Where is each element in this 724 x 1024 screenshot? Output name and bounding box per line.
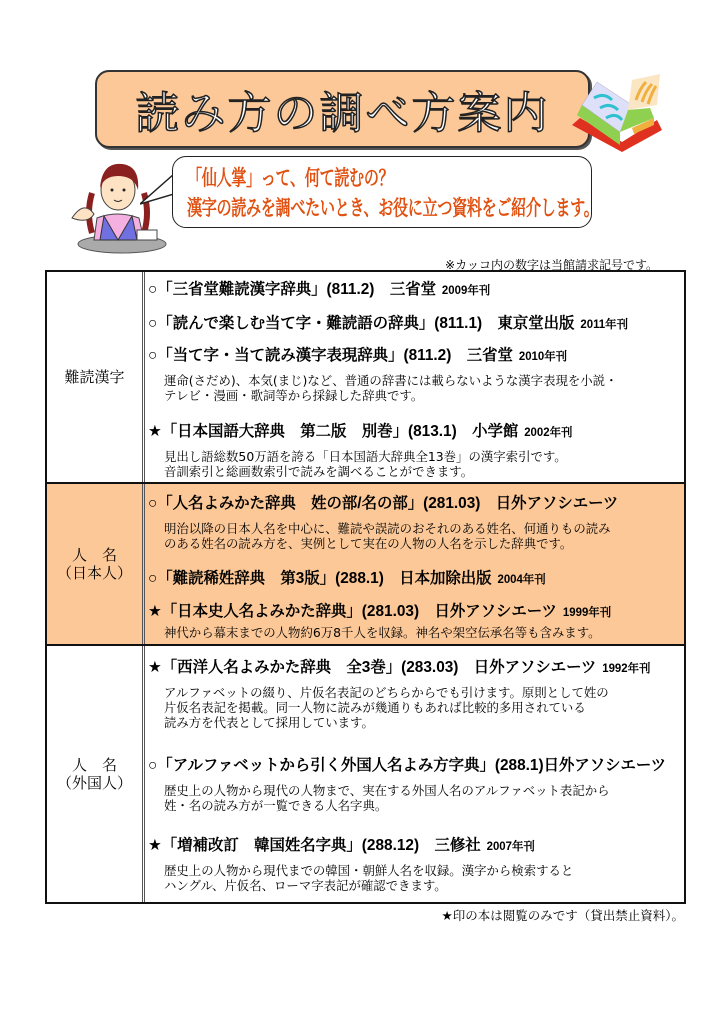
book-title: 「当て字・当て読み漢字表現辞典」(811.2) 三省堂 bbox=[157, 347, 513, 364]
section-label bbox=[47, 272, 145, 482]
publication-year: 2007年刊 bbox=[486, 841, 535, 853]
section-label bbox=[47, 646, 145, 902]
book-title: 「日本史人名よみかた辞典」(281.03) 日外アソシエーツ bbox=[161, 603, 557, 620]
section-foreign-names bbox=[47, 646, 684, 902]
description-line: 歴史上の人物から現代の人物まで、実在する外国人名のアルファベット表記から bbox=[164, 783, 610, 798]
book-title: 「三省堂難読漢字辞典」(811.2) 三省堂 bbox=[157, 281, 436, 298]
publication-year: 2011年刊 bbox=[580, 319, 628, 331]
book-description bbox=[164, 521, 680, 551]
open-book-icon bbox=[562, 70, 672, 155]
circle-mark-icon: ○ bbox=[148, 495, 158, 512]
description-line: 運命(さだめ)、本気(まじ)など、普通の辞書には載らないような漢字表現を小説・ bbox=[164, 373, 618, 388]
description-line: 音訓索引と総画数索引で読みを調べることができます。 bbox=[164, 464, 474, 479]
book-entry bbox=[148, 836, 684, 893]
star-mark-icon: ★ bbox=[148, 837, 162, 854]
circle-mark-icon: ○ bbox=[148, 757, 158, 774]
section-label-text: 人 名 bbox=[71, 546, 117, 564]
book-entry bbox=[148, 422, 684, 479]
section-label-subtext: （外国人） bbox=[56, 774, 132, 792]
book-entry bbox=[148, 314, 684, 335]
publication-year: 2002年刊 bbox=[524, 427, 573, 439]
reference-table bbox=[45, 270, 686, 904]
description-line: ハングル、片仮名、ローマ字表記が確認できます。 bbox=[164, 878, 447, 893]
publication-year: 2004年刊 bbox=[497, 574, 546, 586]
description-line: のある姓名の読み方を、実例として実在の人物の人名を示した辞典です。 bbox=[164, 536, 573, 551]
section-label-text: 人 名 bbox=[71, 756, 117, 774]
speech-bubble-intro: 漢字の読みを調べたいとき、お役に立つ資料をご紹介します。 bbox=[187, 196, 599, 220]
book-entry bbox=[148, 346, 684, 403]
book-title: 「読んで楽しむ当て字・難読語の辞典」(811.1) 東京堂出版 bbox=[157, 315, 575, 332]
description-line: アルファベットの綴り、片仮名表記のどちらからでも引けます。原則として姓の bbox=[164, 685, 609, 700]
speech-bubble-question: 「仙人掌」って、何て読むの？ bbox=[187, 166, 394, 190]
description-line: 神代から幕末までの人物約6万8千人を収録。神名や架空伝承名等も含みます。 bbox=[164, 625, 601, 640]
book-entry bbox=[148, 280, 684, 301]
book-title: 「日本国語大辞典 第二版 別巻」(813.1) 小学館 bbox=[161, 423, 519, 440]
book-title: 「難読稀姓辞典 第3版」(288.1) 日本加除出版 bbox=[157, 570, 492, 587]
book-entry bbox=[148, 756, 684, 813]
reference-only-note: ★印の本は閲覧のみです（貸出禁止資料）。 bbox=[441, 908, 684, 923]
description-line: 歴史上の人物から現代までの韓国・朝鮮人名を収録。漢字から検索すると bbox=[164, 863, 574, 878]
section-label-subtext: （日本人） bbox=[56, 564, 132, 582]
star-mark-icon: ★ bbox=[148, 659, 162, 676]
circle-mark-icon: ○ bbox=[148, 347, 158, 364]
star-mark-icon: ★ bbox=[148, 423, 162, 440]
book-title: 「アルファベットから引く外国人名よみ方字典」(288.1)日外アソシエーツ bbox=[157, 757, 667, 774]
call-number-note: ※カッコ内の数字は当館請求記号です。 bbox=[445, 258, 658, 272]
description-line: テレビ・漫画・歌詞等から採録した辞典です。 bbox=[164, 388, 424, 403]
publication-year: 1999年刊 bbox=[562, 607, 612, 619]
description-line: 姓・名の読み方が一覧できる人名字典。 bbox=[164, 798, 388, 813]
book-description bbox=[164, 685, 680, 730]
description-line: 片仮名表記を掲載。同一人物に読みが幾通りもあれば比較的多用されている bbox=[164, 700, 586, 715]
publication-year: 2010年刊 bbox=[518, 351, 568, 363]
book-entry bbox=[148, 658, 684, 730]
book-description bbox=[164, 783, 680, 813]
publication-year: 1992年刊 bbox=[602, 663, 651, 675]
book-title: 「西洋人名よみかた辞典 全3巻」(283.03) 日外アソシエーツ bbox=[161, 659, 597, 676]
page-title-banner bbox=[95, 70, 590, 148]
circle-mark-icon: ○ bbox=[148, 570, 158, 587]
book-entry bbox=[148, 569, 684, 590]
section-label-text: 難読漢字 bbox=[64, 368, 125, 386]
circle-mark-icon: ○ bbox=[148, 281, 158, 298]
speech-bubble bbox=[172, 156, 599, 228]
book-entry bbox=[148, 494, 684, 551]
description-line: 明治以降の日本人名を中心に、難読や誤読のおそれのある姓名、何通りもの読み bbox=[164, 521, 611, 536]
book-description bbox=[164, 449, 680, 479]
section-difficult-kanji bbox=[47, 272, 684, 484]
book-description bbox=[164, 625, 680, 640]
book-title: 「増補改訂 韓国姓名字典」(288.12) 三修社 bbox=[161, 837, 481, 854]
section-japanese-names bbox=[47, 484, 684, 646]
book-title: 「人名よみかた辞典 姓の部/名の部」(281.03) 日外アソシエーツ bbox=[157, 495, 619, 512]
page-title: 読み方の調べ方案内 bbox=[135, 88, 550, 139]
description-line: 読み方を代表として採用しています。 bbox=[164, 715, 374, 730]
star-mark-icon: ★ bbox=[148, 603, 162, 620]
book-description bbox=[164, 863, 680, 893]
section-label bbox=[47, 484, 145, 644]
publication-year: 2009年刊 bbox=[441, 285, 491, 297]
description-line: 見出し語総数50万語を誇る「日本国語大辞典全13巻」の漢字索引です。 bbox=[164, 449, 567, 464]
book-entry bbox=[148, 602, 684, 640]
book-description bbox=[164, 373, 680, 403]
circle-mark-icon: ○ bbox=[148, 315, 158, 332]
